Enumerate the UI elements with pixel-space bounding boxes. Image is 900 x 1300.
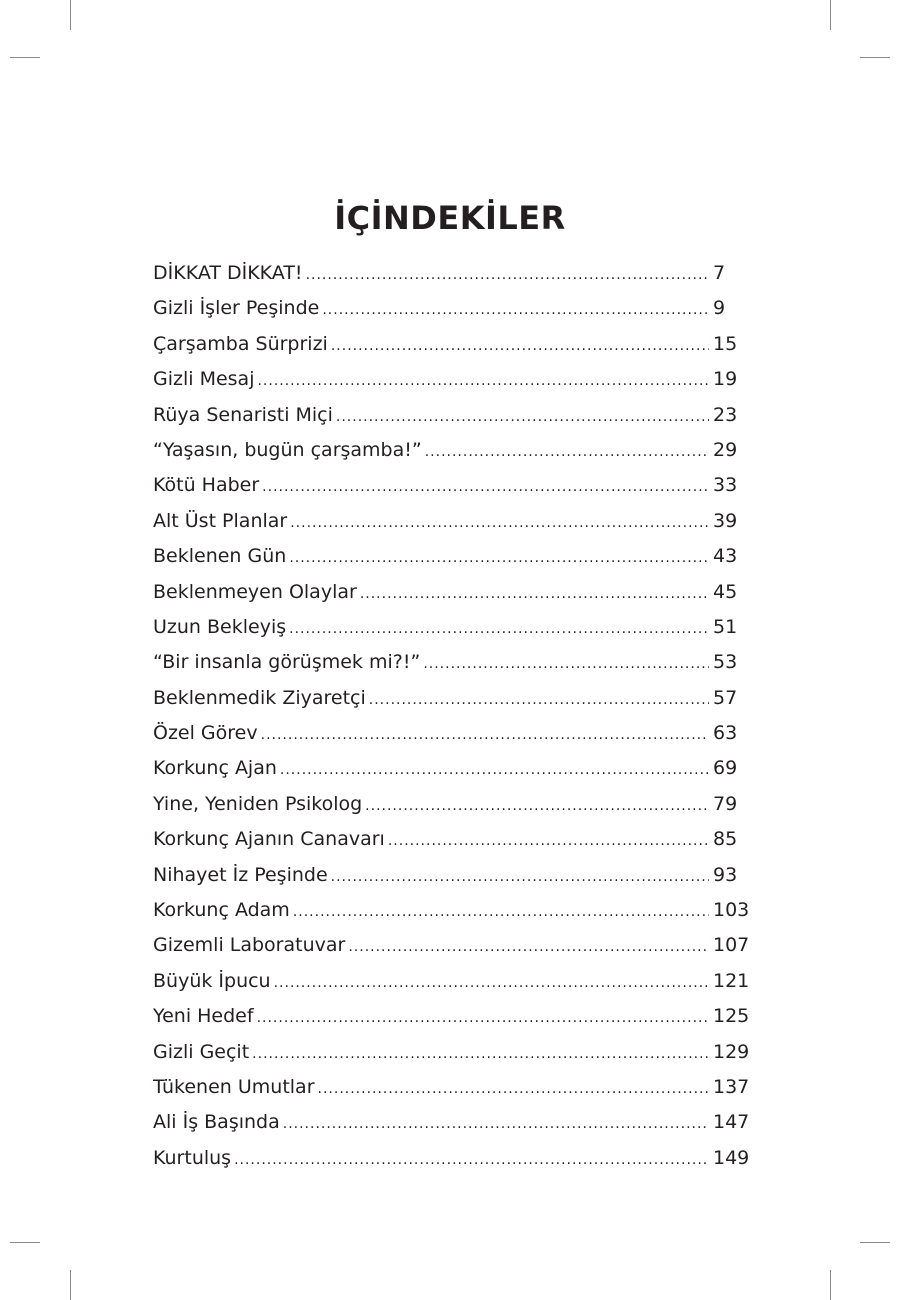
toc-entry-page-number: 107 <box>713 934 750 957</box>
toc-entry <box>153 787 753 822</box>
toc-entry-title: Yeni Hedef <box>153 1005 254 1028</box>
toc-entry-page-number: 43 <box>713 545 738 568</box>
toc-entry <box>153 964 753 999</box>
toc-dot-leader <box>289 612 709 647</box>
toc-entry-title: Rüya Senaristi Miçi <box>153 403 333 426</box>
page-title: İÇİNDEKİLER <box>334 199 566 238</box>
toc-entry-title: Gizli Geçit <box>153 1040 250 1063</box>
toc-entry <box>153 1141 753 1176</box>
toc-dot-leader <box>336 400 709 435</box>
toc-dot-leader <box>234 1143 709 1178</box>
crop-mark-top-left <box>70 0 71 30</box>
toc-entry-title: Yine, Yeniden Psikolog <box>153 792 363 815</box>
toc-entry <box>153 822 753 857</box>
toc-entry-page-number: 129 <box>713 1040 750 1063</box>
toc-entry-title: “Bir insanla görüşmek mi?!” <box>153 651 421 674</box>
toc-entry-page-number: 57 <box>713 686 738 709</box>
toc-entry-title: Çarşamba Sürprizi <box>153 332 328 355</box>
toc-entry-page-number: 29 <box>713 438 738 461</box>
toc-entry-page-number: 79 <box>713 792 738 815</box>
toc-entry-page-number: 51 <box>713 615 738 638</box>
toc-entry <box>153 858 753 893</box>
toc-entry <box>153 999 753 1034</box>
toc-entry <box>153 681 753 716</box>
crop-mark-right-bottom <box>860 1242 890 1243</box>
toc-entry-page-number: 85 <box>713 828 738 851</box>
toc-entry <box>153 327 753 362</box>
toc-entry-page-number: 69 <box>713 757 738 780</box>
toc-entry <box>153 893 753 928</box>
toc-entry-title: Gizli Mesaj <box>153 368 255 391</box>
toc-dot-leader <box>293 895 709 930</box>
toc-dot-leader <box>331 329 709 364</box>
toc-entry-title: Tükenen Umutlar <box>153 1075 315 1098</box>
toc-dot-leader <box>252 1037 709 1072</box>
toc-entry-title: Ali İş Başında <box>153 1111 280 1134</box>
toc-dot-leader <box>261 718 709 753</box>
toc-entry-page-number: 137 <box>713 1075 750 1098</box>
toc-entry <box>153 433 753 468</box>
toc-entry <box>153 645 753 680</box>
toc-entry-title: Nihayet İz Peşinde <box>153 863 328 886</box>
toc-entry <box>153 610 753 645</box>
toc-entry-page-number: 15 <box>713 332 738 355</box>
toc-entry <box>153 504 753 539</box>
toc-dot-leader <box>318 1072 709 1107</box>
toc-entry-page-number: 103 <box>713 899 750 922</box>
toc-entry-title: “Yaşasın, bugün çarşamba!” <box>153 438 422 461</box>
toc-dot-leader <box>331 860 709 895</box>
crop-mark-right-top <box>860 57 890 58</box>
crop-mark-bottom-left <box>70 1270 71 1300</box>
toc-entry-page-number: 53 <box>713 651 738 674</box>
toc-entry <box>153 291 753 326</box>
toc-dot-leader <box>360 577 709 612</box>
toc-entry <box>153 398 753 433</box>
toc-entry-page-number: 9 <box>713 297 726 320</box>
toc-entry-title: Kötü Haber <box>153 474 260 497</box>
toc-entry-page-number: 33 <box>713 474 738 497</box>
toc-entry <box>153 1105 753 1140</box>
toc-entry <box>153 1070 753 1105</box>
toc-entry-title: Uzun Bekleyiş <box>153 615 287 638</box>
toc-entry <box>153 362 753 397</box>
toc-entry-title: Büyük İpucu <box>153 969 271 992</box>
toc-entry-title: Korkunç Ajan <box>153 757 277 780</box>
toc-entry <box>153 575 753 610</box>
crop-mark-left-bottom <box>10 1242 40 1243</box>
toc-entry <box>153 256 753 291</box>
crop-mark-top-right <box>830 0 831 30</box>
toc-dot-leader <box>257 364 709 399</box>
toc-entry-title: Korkunç Adam <box>153 899 290 922</box>
toc-entry-title: Alt Üst Planlar <box>153 509 288 532</box>
toc-dot-leader <box>290 506 709 541</box>
toc-dot-leader <box>274 966 709 1001</box>
toc-dot-leader <box>283 1107 709 1142</box>
toc-dot-leader <box>262 470 709 505</box>
toc-entry-title: DİKKAT DİKKAT! <box>153 262 303 284</box>
toc-dot-leader <box>365 789 709 824</box>
toc-entry <box>153 468 753 503</box>
toc-entry-page-number: 7 <box>713 262 726 284</box>
toc-entry-title: Beklenmeyen Olaylar <box>153 580 357 603</box>
toc-dot-leader <box>322 293 709 328</box>
toc-entry <box>153 716 753 751</box>
toc-entry-title: Korkunç Ajanın Canavarı <box>153 828 385 851</box>
toc-entry <box>153 928 753 963</box>
toc-entry-page-number: 39 <box>713 509 738 532</box>
toc-entry-page-number: 63 <box>713 722 738 745</box>
toc-dot-leader <box>348 930 709 965</box>
toc-entry-page-number: 23 <box>713 403 738 426</box>
toc-entry-page-number: 149 <box>713 1146 750 1169</box>
toc-entry-page-number: 45 <box>713 580 738 603</box>
toc-dot-leader <box>423 647 709 682</box>
toc-dot-leader <box>289 541 709 576</box>
toc-entry-title: Beklenmedik Ziyaretçi <box>153 686 366 709</box>
toc-dot-leader <box>369 683 709 718</box>
toc-entry <box>153 539 753 574</box>
toc-dot-leader <box>280 753 709 788</box>
toc-entry-title: Özel Görev <box>153 722 258 745</box>
crop-mark-left-top <box>10 57 40 58</box>
toc-entry-title: Kurtuluş <box>153 1146 232 1169</box>
toc-entry-title: Gizli İşler Peşinde <box>153 297 320 320</box>
toc-entry-page-number: 147 <box>713 1111 750 1134</box>
toc-dot-leader <box>257 1001 709 1036</box>
toc-entry-page-number: 121 <box>713 969 750 992</box>
toc-dot-leader <box>306 258 709 293</box>
crop-mark-bottom-right <box>830 1270 831 1300</box>
table-of-contents <box>153 256 753 1176</box>
toc-entry-page-number: 19 <box>713 368 738 391</box>
toc-dot-leader <box>388 824 709 859</box>
toc-entry-page-number: 93 <box>713 863 738 886</box>
toc-entry-title: Gizemli Laboratuvar <box>153 934 346 957</box>
toc-dot-leader <box>425 435 709 470</box>
toc-entry <box>153 1035 753 1070</box>
toc-entry <box>153 751 753 786</box>
toc-entry-page-number: 125 <box>713 1005 750 1028</box>
toc-entry-title: Beklenen Gün <box>153 545 287 568</box>
